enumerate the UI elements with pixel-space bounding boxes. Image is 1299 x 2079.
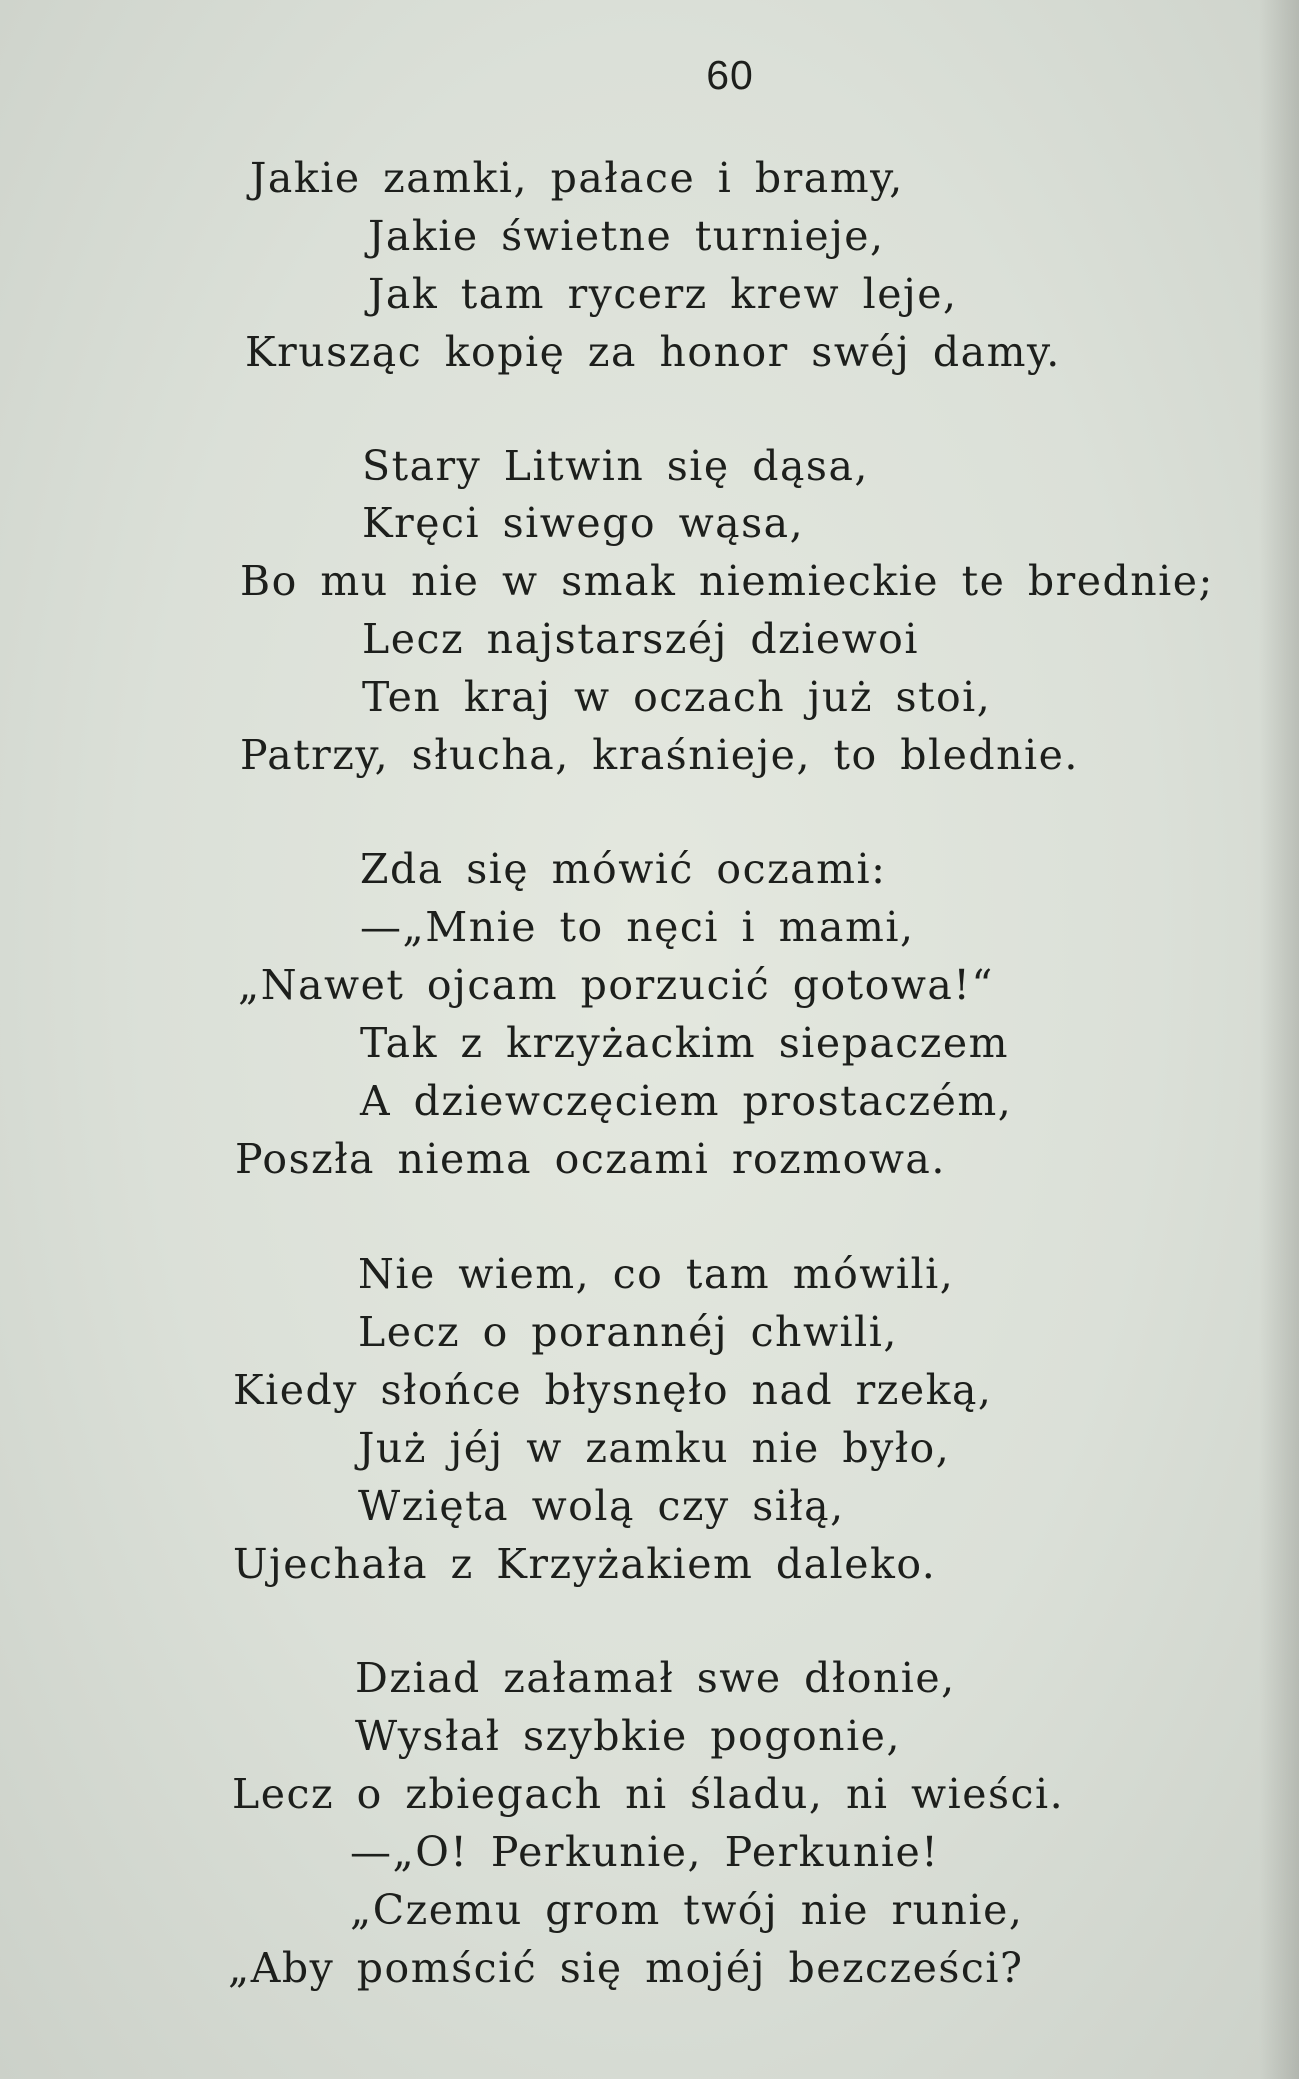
poem-line: „Aby pomścić się mojéj bezcześci? [228,1944,1024,1992]
poem-line: Ten kraj w oczach już stoi, [362,673,992,721]
poem-line: „Czemu grom twój nie runie, [350,1886,1024,1934]
poem-line: Poszła niema oczami rozmowa. [235,1135,946,1183]
poem-line: Tak z krzyżackim siepaczem [360,1019,1010,1067]
poem-line: Zda się mówić oczami: [360,845,887,893]
poem-line: Stary Litwin się dąsa, [362,442,869,490]
poem-line: Ujechała z Krzyżakiem daleko. [233,1540,937,1588]
poem-line: Patrzy, słucha, kraśnieje, to blednie. [240,731,1079,779]
poem-line: Kiedy słońce błysnęło nad rzeką, [233,1366,993,1414]
poem-line: Jak tam rycerz krew leje, [368,270,958,318]
poem-line: Nie wiem, co tam mówili, [358,1250,955,1298]
poem-line: Lecz najstarszéj dziewoi [362,615,919,663]
page-number: 60 [706,52,754,98]
poem-line: —„Mnie to nęci i mami, [360,903,915,951]
poem-line: Dziad załamał swe dłonie, [355,1654,956,1702]
poem-line: Krusząc kopię za honor swéj damy. [245,328,1061,376]
poem-line: A dziewczęciem prostaczém, [360,1077,1013,1125]
poem-line: Lecz o zbiegach ni śladu, ni wieści. [232,1770,1065,1818]
poem-line: Już jéj w zamku nie było, [358,1424,951,1472]
poem-line: „Nawet ojcam porzucić gotowa!“ [238,961,994,1009]
poem-line: Kręci siwego wąsa, [362,499,805,547]
poem-line: Lecz o porannéj chwili, [358,1308,898,1356]
poem-line: Jakie zamki, pałace i bramy, [250,154,904,202]
poem-line: Wzięta wolą czy siłą, [358,1482,845,1530]
poem-line: Bo mu nie w smak niemieckie te brednie; [240,557,1214,605]
poem-line: —„O! Perkunie, Perkunie! [350,1828,940,1876]
poem-line: Jakie świetne turnieje, [368,212,885,260]
poem-line: Wysłał szybkie pogonie, [355,1712,901,1760]
